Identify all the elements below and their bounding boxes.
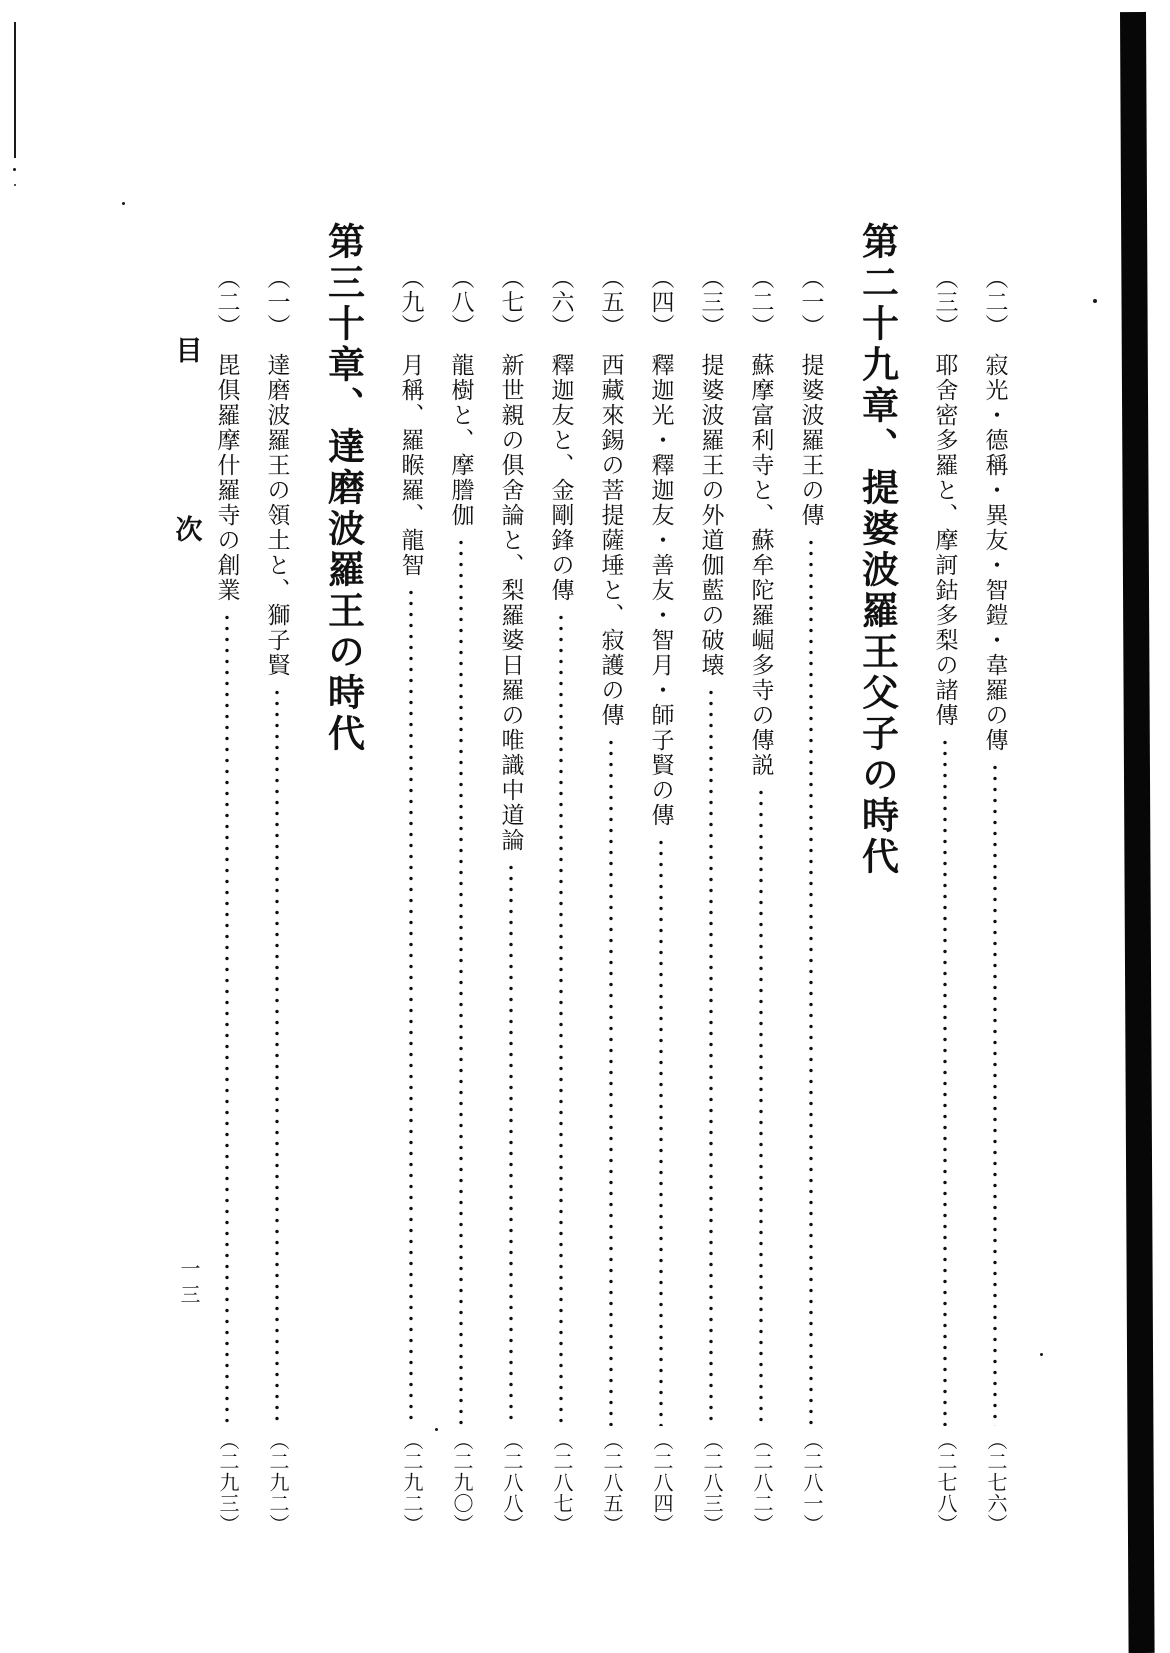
- toc-item-page-number: （二八一）: [800, 1430, 822, 1535]
- toc-item-number: （二）: [214, 266, 240, 338]
- toc-item-title: 寂光・德稱・異友・智鎧・韋羅の傳: [982, 353, 1008, 753]
- scan-speck: [13, 168, 16, 171]
- toc-kind-label-char-1: 目: [171, 336, 202, 363]
- toc-item-page-number: （二九〇）: [450, 1430, 472, 1535]
- toc-item-title: 達磨波羅王の領土と、獅子賢: [264, 353, 290, 678]
- toc-item-number: （八）: [448, 266, 474, 338]
- chapter-title: 第三十章、達磨波羅王の時代: [321, 222, 363, 755]
- toc-item-number: （七）: [498, 266, 524, 338]
- page-number: 一三: [177, 1258, 199, 1310]
- toc-item-title: 西藏來錫の菩提薩埵と、寂護の傳: [598, 353, 624, 728]
- toc-item-title: 毘俱羅摩什羅寺の創業: [214, 353, 240, 603]
- toc-item: [736, 222, 786, 1535]
- toc-item: [386, 222, 436, 1535]
- dotted-leader: [759, 787, 763, 1426]
- toc-item-page-number: （二九二）: [400, 1430, 422, 1535]
- toc-item-number: （九）: [398, 266, 424, 338]
- toc-item-page-number: （二八七）: [550, 1430, 572, 1535]
- toc-item-number: （三）: [932, 266, 958, 338]
- scan-speck: [1040, 1353, 1043, 1356]
- toc-item: [252, 222, 302, 1535]
- toc-item: [436, 222, 486, 1535]
- toc-chapter-heading: [844, 222, 908, 1535]
- dotted-leader: [275, 687, 279, 1426]
- toc-item-page-number: （二八二）: [750, 1430, 772, 1535]
- table-of-contents: [202, 222, 1020, 1535]
- toc-item: [686, 222, 736, 1535]
- dotted-leader: [943, 737, 947, 1426]
- dotted-leader: [993, 762, 997, 1426]
- toc-item: [536, 222, 586, 1535]
- toc-item-page-number: （二七八）: [934, 1430, 956, 1535]
- toc-kind-label-char-2: 次: [171, 515, 202, 542]
- toc-item-title: 提婆波羅王の外道伽藍の破壊: [698, 353, 724, 678]
- toc-item: [786, 222, 836, 1535]
- toc-item-title: 釋迦友と、金剛鋒の傳: [548, 353, 574, 603]
- toc-item-page-number: （二九三）: [216, 1430, 238, 1535]
- scan-speck: [122, 202, 125, 205]
- toc-item-page-number: （二八五）: [600, 1430, 622, 1535]
- toc-chapter-heading: [310, 222, 374, 1535]
- dotted-leader: [809, 537, 813, 1426]
- scan-speck: [1093, 299, 1097, 303]
- toc-item: [202, 222, 252, 1535]
- toc-item-page-number: （二七六）: [984, 1430, 1006, 1535]
- toc-item-number: （六）: [548, 266, 574, 338]
- toc-kind-label: [170, 336, 202, 542]
- chapter-title: 第二十九章、提婆波羅王父子の時代: [855, 222, 897, 878]
- toc-item-page-number: （二九二）: [266, 1430, 288, 1535]
- toc-item-page-number: （二八八）: [500, 1430, 522, 1535]
- dotted-leader: [559, 612, 563, 1426]
- toc-item: [920, 222, 970, 1535]
- toc-item-title: 提婆波羅王の傳: [798, 353, 824, 528]
- toc-item-title: 蘇摩富利寺と、蘇牟陀羅崛多寺の傳説: [748, 353, 774, 778]
- dotted-leader: [409, 587, 413, 1426]
- toc-item-number: （四）: [648, 266, 674, 338]
- toc-item-number: （三）: [698, 266, 724, 338]
- dotted-leader: [459, 537, 463, 1426]
- dotted-leader: [225, 612, 229, 1426]
- toc-item: [636, 222, 686, 1535]
- toc-item-page-number: （二八三）: [700, 1430, 722, 1535]
- toc-item: [970, 222, 1020, 1535]
- dotted-leader: [509, 862, 513, 1426]
- dotted-leader: [659, 837, 663, 1426]
- toc-item-title: 釋迦光・釋迦友・善友・智月・師子賢の傳: [648, 353, 674, 828]
- toc-item-title: 耶舍密多羅と、摩訶鈷多梨の諸傳: [932, 353, 958, 728]
- toc-item-title: 月稱、羅睺羅、龍智: [398, 353, 424, 578]
- toc-item-number: （五）: [598, 266, 624, 338]
- toc-item-number: （二）: [748, 266, 774, 338]
- dotted-leader: [609, 737, 613, 1426]
- toc-item-number: （二）: [982, 266, 1008, 338]
- dotted-leader: [709, 687, 713, 1426]
- toc-item: [486, 222, 536, 1535]
- scan-edge-bar: [1120, 12, 1155, 1653]
- scan-artifact-line: [14, 22, 16, 158]
- toc-item-page-number: （二八四）: [650, 1430, 672, 1535]
- toc-item: [586, 222, 636, 1535]
- toc-item-number: （一）: [264, 266, 290, 338]
- toc-item-title: 新世親の俱舍論と、梨羅婆日羅の唯識中道論: [498, 353, 524, 853]
- scan-speck: [14, 184, 16, 186]
- toc-item-number: （一）: [798, 266, 824, 338]
- toc-item-title: 龍樹と、摩謄伽: [448, 353, 474, 528]
